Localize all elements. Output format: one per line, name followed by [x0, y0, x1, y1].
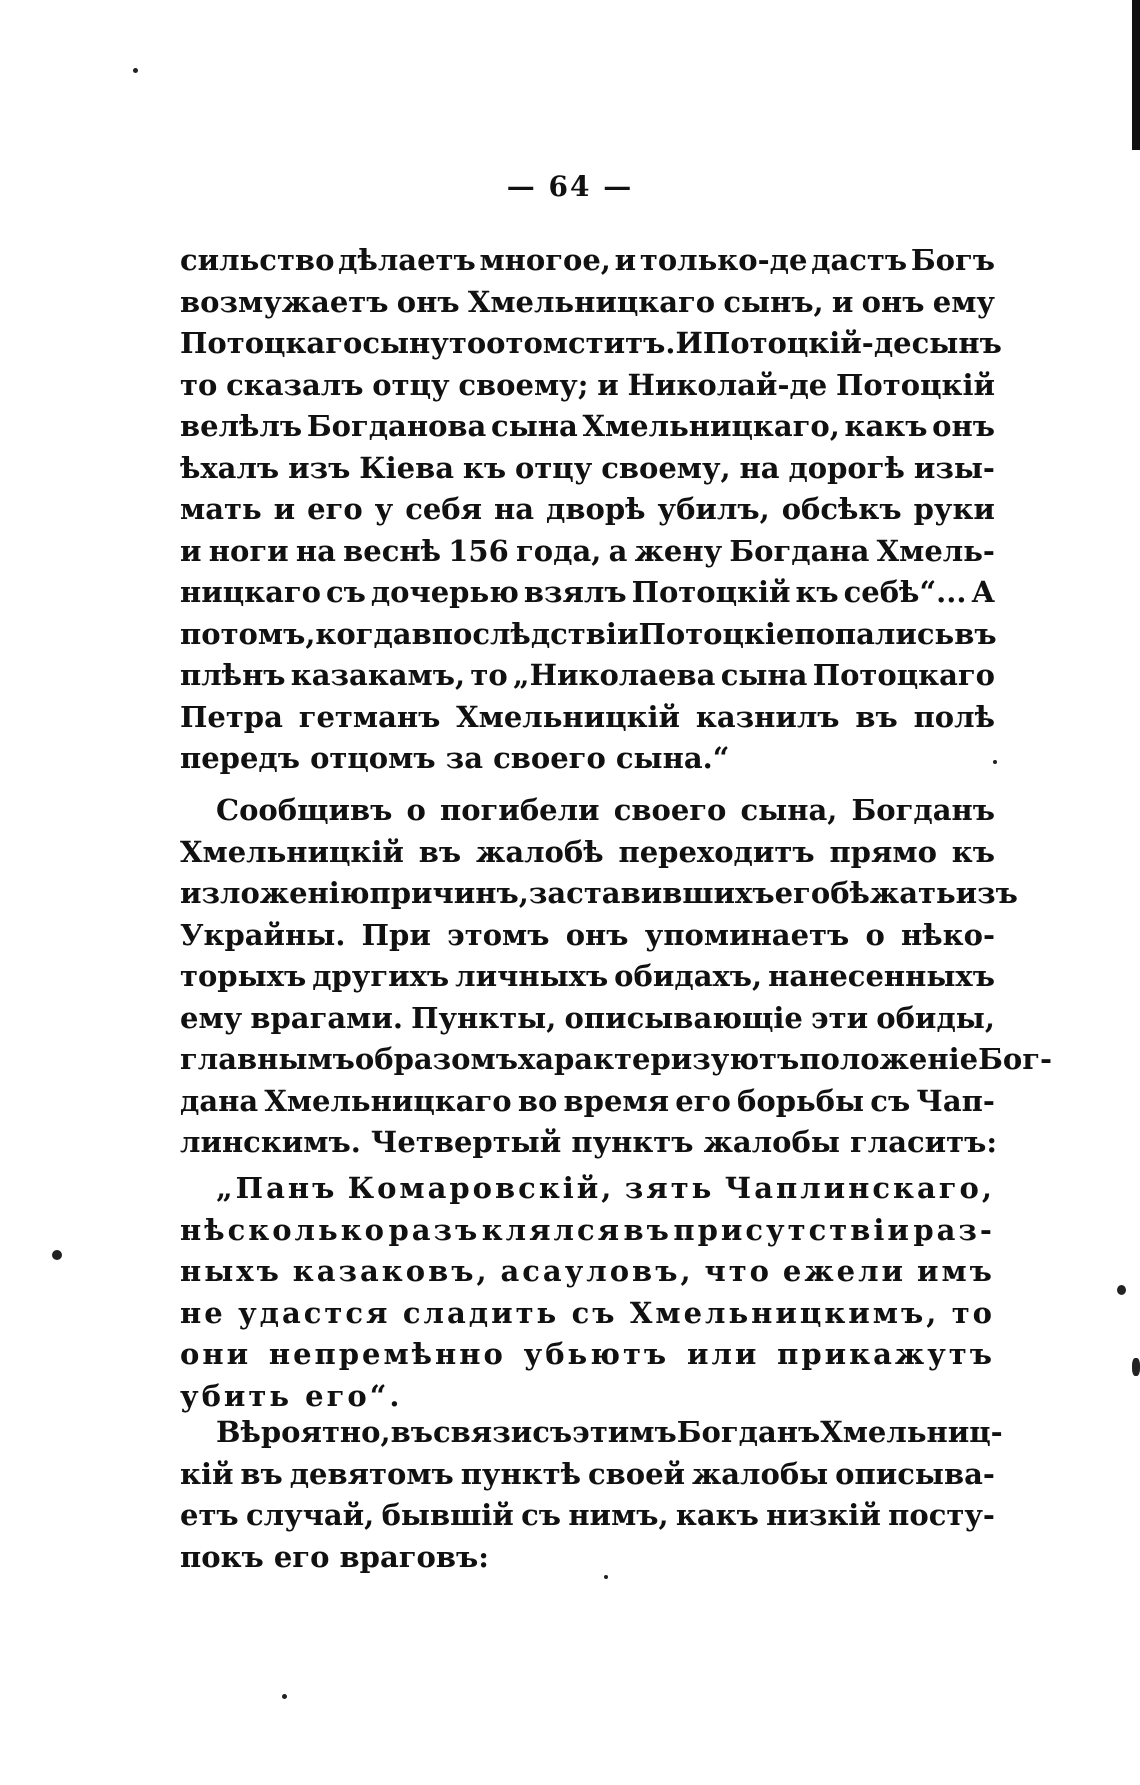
text-line — [180, 1168, 995, 1210]
word: Кіева — [359, 450, 455, 485]
word: казнилъ — [695, 699, 840, 734]
word: Потоцкій — [631, 575, 791, 609]
word: клялся — [481, 1212, 623, 1247]
text-line — [180, 1251, 995, 1293]
text-line — [180, 1081, 995, 1123]
word: дѣлаетъ — [338, 243, 476, 277]
paragraph-4 — [180, 1412, 1003, 1578]
word: убьютъ — [523, 1337, 670, 1371]
word: только-де — [639, 243, 808, 277]
word: руки — [913, 492, 995, 526]
text-line — [180, 956, 995, 998]
word: то — [180, 367, 218, 402]
text-line — [180, 832, 995, 874]
word: къ — [951, 834, 995, 869]
word: впослѣдствіи — [411, 616, 639, 651]
word: взялъ — [523, 575, 627, 609]
word: въ — [623, 1212, 672, 1247]
paragraph-2 — [180, 790, 1053, 1164]
word: Бог- — [978, 1042, 1053, 1076]
text-line — [180, 448, 995, 490]
word: Хмельницкій — [456, 699, 681, 734]
scan-speck — [52, 1250, 62, 1260]
scan-speck — [993, 760, 997, 764]
word: или — [686, 1337, 760, 1371]
word: врагами. — [250, 1000, 403, 1035]
word: девятомъ — [289, 1456, 454, 1491]
text-line — [180, 1210, 995, 1252]
word: Николай-де — [627, 367, 828, 402]
word: ноги — [208, 533, 289, 568]
text-line — [180, 915, 995, 957]
word: отцу — [515, 450, 593, 485]
word: велѣлъ — [180, 409, 303, 443]
word: Потоцкій-де — [702, 326, 912, 360]
word: въ — [390, 1415, 433, 1449]
word: своего — [613, 793, 727, 827]
word: характеризуютъ — [517, 1042, 800, 1076]
text-line — [180, 240, 995, 282]
word: зять — [624, 1171, 715, 1205]
word: полѣ — [913, 699, 995, 734]
word: имъ — [916, 1254, 995, 1288]
word: отомститъ. — [486, 326, 676, 360]
word: Чап- — [916, 1083, 995, 1118]
word: образомъ — [354, 1042, 518, 1076]
word: ницкаго — [180, 575, 322, 609]
word: этимъ — [572, 1415, 677, 1449]
word: другихъ — [312, 959, 450, 993]
word: Богъ — [910, 243, 995, 277]
word: обсѣкъ — [781, 492, 902, 526]
word: и — [180, 533, 202, 568]
word: непремѣнно — [268, 1337, 506, 1371]
word: Пункты, — [411, 1000, 557, 1035]
word: въ — [418, 834, 462, 869]
word: сына — [720, 658, 808, 692]
word: етъ — [180, 1498, 239, 1532]
word: на — [739, 450, 780, 485]
word: и — [614, 243, 637, 277]
quote-paragraph — [180, 1168, 995, 1417]
word: то — [448, 326, 487, 360]
word: сына, — [740, 793, 838, 827]
word: нѣко- — [901, 917, 995, 952]
word: въ — [240, 1456, 283, 1491]
word: Хмельницкій — [180, 834, 404, 869]
word: Потоцкаго — [812, 658, 995, 692]
word: раз- — [913, 1212, 995, 1247]
word: гетманъ — [298, 699, 441, 734]
text-line — [180, 697, 995, 739]
scan-speck — [1117, 1285, 1126, 1295]
word: онъ — [932, 409, 995, 443]
word: съ — [571, 1295, 618, 1330]
text-line — [180, 1454, 995, 1496]
word: прямо — [829, 834, 937, 869]
word: сказалъ — [226, 367, 364, 402]
word: когда — [315, 616, 412, 651]
word: съ — [870, 1083, 911, 1118]
paragraph-1 — [180, 240, 1002, 780]
word: и — [831, 284, 854, 319]
word: онъ — [861, 284, 925, 319]
word: время — [563, 1083, 670, 1118]
word: своей — [587, 1456, 686, 1491]
word: Потоцкіе — [638, 616, 795, 651]
word: онъ — [396, 284, 460, 319]
text-line — [180, 531, 995, 573]
text-line — [180, 1495, 995, 1537]
word: И — [675, 326, 703, 360]
word: въ — [855, 699, 898, 734]
word: сынъ — [911, 326, 1002, 360]
word: то — [470, 658, 508, 692]
word: Хмельниц- — [820, 1415, 1003, 1449]
word: изы- — [913, 450, 995, 485]
text-line — [180, 406, 995, 448]
word: у — [374, 492, 394, 526]
scan-speck — [282, 1694, 287, 1699]
word: изъ — [288, 450, 351, 485]
word: своему, — [601, 450, 731, 485]
word: дана — [180, 1083, 259, 1118]
word: нѣсколько — [180, 1212, 387, 1247]
word: на — [494, 492, 535, 526]
word: жалобѣ — [476, 834, 604, 869]
word: этомъ — [447, 917, 550, 952]
word: эти — [810, 1000, 869, 1035]
text-line — [180, 790, 995, 832]
word: А — [971, 575, 995, 609]
word: какъ — [675, 1498, 759, 1532]
word: ему — [180, 1000, 243, 1035]
word: При — [361, 917, 431, 952]
word: Комаровскій, — [347, 1171, 615, 1205]
word: сынъ, — [723, 284, 824, 319]
word: во — [517, 1083, 558, 1118]
scan-speck — [1132, 1358, 1140, 1376]
word: себѣ“... — [843, 575, 967, 609]
text-line — [180, 323, 1002, 365]
word: Потоцкій — [836, 367, 995, 402]
word: ѣхалъ — [180, 450, 280, 485]
word: Хмельницкаго — [467, 284, 716, 319]
word: посту- — [888, 1498, 995, 1532]
word: прикажутъ — [777, 1337, 995, 1371]
word: дочерью — [370, 575, 519, 609]
word: „Панъ — [216, 1171, 338, 1205]
word: бывшій — [381, 1498, 514, 1532]
word: а — [608, 533, 628, 568]
word: то — [951, 1295, 995, 1330]
word: его — [774, 876, 831, 910]
text-line — [180, 614, 995, 656]
word: 156 — [448, 533, 509, 568]
text-line — [180, 655, 995, 697]
word: изъ — [955, 876, 1018, 910]
word: разъ — [388, 1212, 481, 1247]
word: главнымъ — [180, 1042, 355, 1076]
word: причинъ, — [369, 876, 529, 910]
word: своему; — [458, 367, 589, 402]
word: въ — [954, 616, 997, 651]
word: къ — [795, 575, 839, 609]
word: Хмельницкимъ, — [629, 1295, 940, 1330]
word: его — [307, 492, 363, 526]
word: положеніе — [799, 1042, 979, 1076]
text-line — [180, 1334, 995, 1376]
word: нимъ, — [568, 1498, 669, 1532]
word: не — [180, 1295, 226, 1330]
word: къ — [462, 450, 507, 485]
word: ему — [932, 284, 995, 319]
word: пунктѣ — [460, 1456, 582, 1491]
word: убилъ, — [657, 492, 770, 526]
word: они — [180, 1337, 252, 1371]
text-line — [180, 365, 995, 407]
text-line — [180, 873, 1018, 915]
text-line — [180, 572, 995, 614]
word: потомъ, — [180, 616, 316, 651]
word: обиды, — [876, 1000, 995, 1035]
text-line — [180, 998, 995, 1040]
word: ныхъ — [180, 1254, 282, 1288]
word: веснѣ — [343, 533, 441, 568]
word: обидахъ, — [614, 959, 763, 993]
word: присутствіи — [673, 1212, 912, 1247]
word: о — [406, 793, 426, 827]
word: многое, — [479, 243, 611, 277]
word: казакамъ, — [290, 658, 466, 692]
word: себя — [405, 492, 483, 526]
word: на — [295, 533, 336, 568]
page-number: — 64 — — [506, 170, 634, 203]
word: года, — [516, 533, 602, 568]
word: жену — [634, 533, 723, 568]
word: Хмельницкаго — [264, 1083, 512, 1118]
word: ежели — [782, 1254, 907, 1288]
word: изложенію — [180, 876, 370, 910]
word: казаковъ, — [292, 1254, 490, 1288]
word: Потоцкаго — [180, 326, 363, 360]
word: его — [675, 1083, 731, 1118]
word: съ — [325, 575, 366, 609]
word: заставившихъ — [528, 876, 775, 910]
word: торыхъ — [180, 959, 307, 993]
word: Сообщивъ — [216, 793, 393, 827]
word: борьбы — [737, 1083, 865, 1118]
word: Вѣроятно, — [216, 1415, 391, 1449]
word: „Николаева — [512, 658, 716, 692]
word: Петра — [180, 699, 283, 734]
word: о — [865, 917, 885, 952]
word: Украйны. — [180, 917, 346, 952]
word: сыну — [362, 326, 449, 360]
word: и — [273, 492, 296, 526]
word: сына — [491, 409, 578, 443]
word: мать — [180, 492, 262, 526]
word: попались — [794, 616, 955, 651]
scan-border-mark — [1132, 0, 1140, 150]
word: Хмельницкаго, — [582, 409, 840, 443]
word: жалобы — [691, 1456, 829, 1491]
word: случай, — [245, 1498, 375, 1532]
scan-speck — [133, 68, 138, 73]
text-line: покъ его враговъ: — [180, 1539, 489, 1574]
word: возмужаетъ — [180, 284, 389, 319]
text-line — [180, 1293, 995, 1335]
text-line: убить его“. — [180, 1378, 403, 1413]
text-line: передъ отцомъ за своего сына.“ — [180, 741, 730, 775]
word: Богданова — [306, 409, 487, 443]
word: нанесенныхъ — [768, 959, 995, 993]
word: удастся — [238, 1295, 391, 1330]
text-line — [180, 489, 995, 531]
word: погибели — [439, 793, 600, 827]
word: Богдана — [729, 533, 870, 568]
word: онъ — [565, 917, 629, 952]
scan-speck — [604, 1575, 608, 1579]
word: описывающіе — [564, 1000, 803, 1035]
word: переходитъ — [618, 834, 815, 869]
word: дворѣ — [546, 492, 646, 526]
word: связи — [433, 1415, 533, 1449]
word: что — [704, 1254, 773, 1288]
word: сладить — [402, 1295, 560, 1330]
word: отцу — [372, 367, 450, 402]
word: Богданъ — [851, 793, 995, 827]
word: съ — [521, 1498, 562, 1532]
word: дорогѣ — [788, 450, 905, 485]
text-line — [180, 282, 995, 324]
word: и — [597, 367, 619, 402]
word: асауловъ, — [500, 1254, 694, 1288]
word: какъ — [844, 409, 928, 443]
word: бѣжать — [830, 876, 956, 910]
word: сильство — [180, 243, 335, 277]
word: плѣнъ — [180, 658, 286, 692]
word: кій — [180, 1456, 234, 1491]
text-line — [180, 1412, 1003, 1454]
word: Чаплинскаго, — [724, 1171, 995, 1205]
word: Хмель- — [876, 533, 995, 568]
word: личныхъ — [455, 959, 609, 993]
text-line: линскимъ. Четвертый пунктъ жалобы гласитъ: — [180, 1125, 998, 1159]
word: описыва- — [835, 1456, 995, 1491]
word: съ — [532, 1415, 573, 1449]
text-line — [180, 1039, 1053, 1081]
word: упоминаетъ — [644, 917, 850, 952]
word: Богданъ — [676, 1415, 821, 1449]
word: дастъ — [811, 243, 908, 277]
word: низкій — [766, 1498, 881, 1532]
